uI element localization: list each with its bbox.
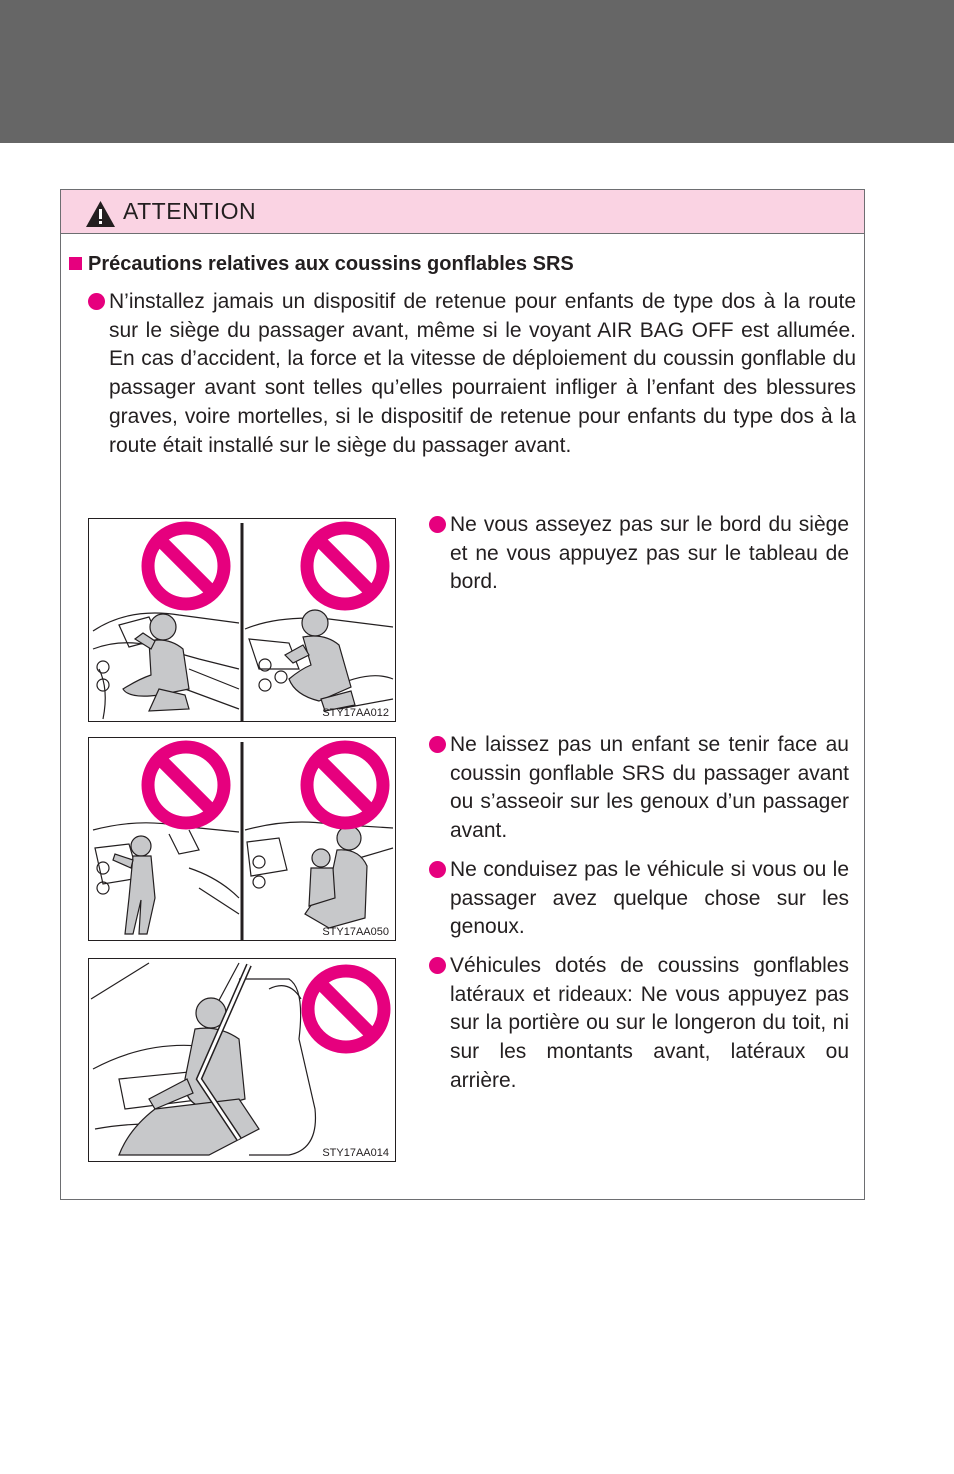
figure-code: STY17AA012 <box>322 707 389 719</box>
round-bullet-icon <box>88 293 105 310</box>
figure-leaning-on-dashboard <box>88 518 396 722</box>
bullet-child-airbag <box>450 731 849 846</box>
attention-header <box>61 190 864 234</box>
prohibition-icon <box>148 528 224 604</box>
bullet-dashboard-text: Ne vous asseyez pas sur le bord du siège et ne vous appuyez pas sur le tableau de bord. <box>450 513 849 594</box>
round-bullet-icon <box>429 861 446 878</box>
bullet-dashboard <box>450 511 849 597</box>
header-band <box>0 0 954 143</box>
section-title <box>69 253 574 276</box>
figure-code: STY17AA050 <box>322 926 389 938</box>
attention-title: ATTENTION <box>123 198 257 224</box>
prohibition-icon <box>307 747 383 823</box>
bullet-side-curtain <box>450 952 849 1096</box>
illustration-leaning-dashboard <box>89 519 395 721</box>
illustration-child-airbag <box>89 738 395 940</box>
round-bullet-icon <box>429 957 446 974</box>
illustration-leaning-door <box>89 959 395 1161</box>
prohibition-icon <box>308 971 384 1047</box>
bullet-lap-objects-text: Ne conduisez pas le véhicule si vous ou le passager avez quelque chose sur les genoux. <box>450 858 849 939</box>
round-bullet-icon <box>429 736 446 753</box>
section-title-text: Précautions relatives aux coussins gonflables SRS <box>88 253 574 275</box>
figure-leaning-on-door <box>88 958 396 1162</box>
prohibition-icon <box>307 528 383 604</box>
bullet-lap-objects <box>450 856 849 942</box>
warning-triangle-icon <box>85 200 116 228</box>
round-bullet-icon <box>429 516 446 533</box>
intro-bullet <box>109 288 856 460</box>
figure-code: STY17AA014 <box>322 1147 389 1159</box>
square-bullet-icon <box>69 257 82 270</box>
bullet-child-airbag-text: Ne laissez pas un enfant se tenir face au coussin gonflable SRS du passager avant ou s’asseoir sur les genoux d’un passager avant. <box>450 733 849 843</box>
prohibition-icon <box>148 747 224 823</box>
figure-child-facing-airbag <box>88 737 396 941</box>
bullet-side-curtain-text: Véhicules dotés de coussins gonflables latéraux et rideaux: Ne vous appuyez pas sur la portière ou sur le longeron du toit, ni sur les montants avant, latéraux ou arrière. <box>450 954 849 1092</box>
intro-bullet-text: N’installez jamais un dispositif de retenue pour enfants de type dos à la route sur le siège du passager avant, même si le voyant AIR BAG OFF est allumée. En cas d’accident, la force et la vitesse de déploiement du coussin gonflable du passager avant sont telles qu’elles pourraient infliger à l’enfant des blessures graves, voire mortelles, si le dispositif de retenue pour enfants du type dos à la route était installé sur le siège du passager avant. <box>109 290 856 457</box>
